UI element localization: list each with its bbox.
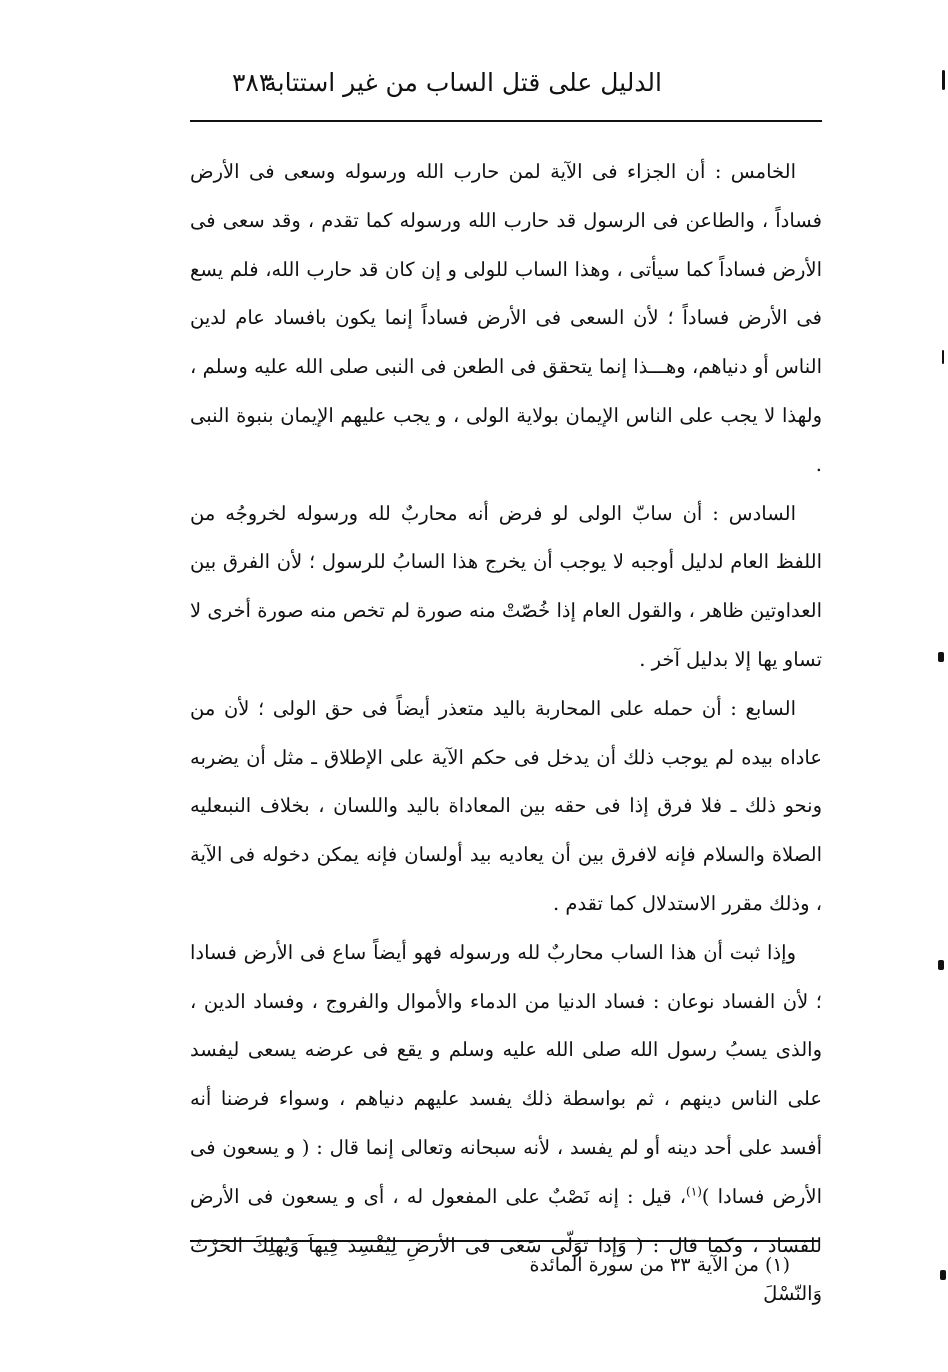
body-text <box>190 148 822 1319</box>
paragraph-corruption-text-2: ، قيل : إنه نَصْبٌ على المفعول له ، أى و يسعون فى الأرض للفساد ، وكما قال : ( وَإذا تَوَلّى سَعَى فى الأرضِ لِيُفْسِدَ فِيهاَ وَيُهلِكَ الحَرْثَ وَالنّسْلَ <box>190 1184 822 1306</box>
scan-speck <box>940 1270 946 1280</box>
paragraph-fifth <box>190 148 822 490</box>
scan-speck <box>938 652 944 662</box>
footnote-marker[interactable]: (١) <box>686 1184 702 1199</box>
footnote-rule <box>190 1240 820 1242</box>
page-number: ٣٨٣ <box>232 68 273 97</box>
paragraph-fifth-text: الخامس : أن الجزاء فى الآية لمن حارب الله ورسوله وسعى فى الأرض فساداً ، والطاعن فى الرسول قد حارب الله ورسوله كما تقدم ، وقد سعى فى الأرض فساداً كما سيأتى ، وهذا الساب للولى و إن كان قد حارب الله، فلم يسع فى الأرض فساداً ؛ لأن السعى فى الأرض فساداً إنما يكون بافساد عام لدين الناس أو دنياهم، وهـــذا إنما يتحقق فى الطعن فى النبى صلى الله عليه وسلم ، ولهذا لا يجب على الناس الإيمان بولاية الولى ، و يجب عليهم الإيمان بنبوة النبى . <box>190 160 822 476</box>
paragraph-sixth <box>190 490 822 685</box>
footnote: (١) من الآية ٣٣ من سورة المائدة <box>529 1254 790 1276</box>
paragraph-seventh <box>190 685 822 929</box>
running-header <box>190 58 822 114</box>
scan-speck <box>938 960 944 970</box>
paragraph-sixth-text: السادس : أن سابّ الولى لو فرض أنه محاربٌ لله ورسوله لخروجُه من اللفظ العام لدليل أوجبه لا يوجب أن يخرج هذا السابُ للرسول ؛ لأن الفرق بين العداوتين ظاهر ، والقول العام إذا خُصّتْ منه صورة لم تخص منه صورة أخرى لا تساو يها إلا بدليل آخر . <box>190 501 822 671</box>
scan-speck <box>942 70 945 90</box>
paragraph-seventh-text: السابع : أن حمله على المحاربة باليد متعذر أيضاً فى حق الولى ؛ لأن من عاداه بيده لم يوجب ذلك أن يدخل فى حكم الآية على الإطلاق ـ مثل أن يضربه ونحو ذلك ـ فلا فرق إذا فى حقه بين المعاداة باليد واللسان ، بخلاف النبىعليه الصلاة والسلام فإنه لافرق بين أن يعاديه بيد أولسان فإنه يمكن دخوله فى الآية ، وذلك مقرر الاستدلال كما تقدم . <box>190 696 822 915</box>
paragraph-corruption-text-1: وإذا ثبت أن هذا الساب محاربٌ لله ورسوله فهو أيضاً ساع فى الأرض فسادا ؛ لأن الفساد نوعان : فساد الدنيا من الدماء والأموال والفروج ، وفساد الدين ، والذى يسبُ رسول الله صلى الله عليه وسلم و يقع فى عرضه يسعى ليفسد على الناس دينهم ، ثم بواسطة ذلك يفسد عليهم دنياهم ، وسواء فرضنا أنه أفسد على أحد دينه أو لم يفسد ، لأنه سبحانه وتعالى إنما قال : ( و يسعون فى الأرض فسادا ) <box>190 940 822 1208</box>
scan-speck <box>942 350 944 364</box>
running-title: الدليل على قتل الساب من غير استتابة <box>264 68 662 97</box>
header-rule <box>190 120 822 122</box>
